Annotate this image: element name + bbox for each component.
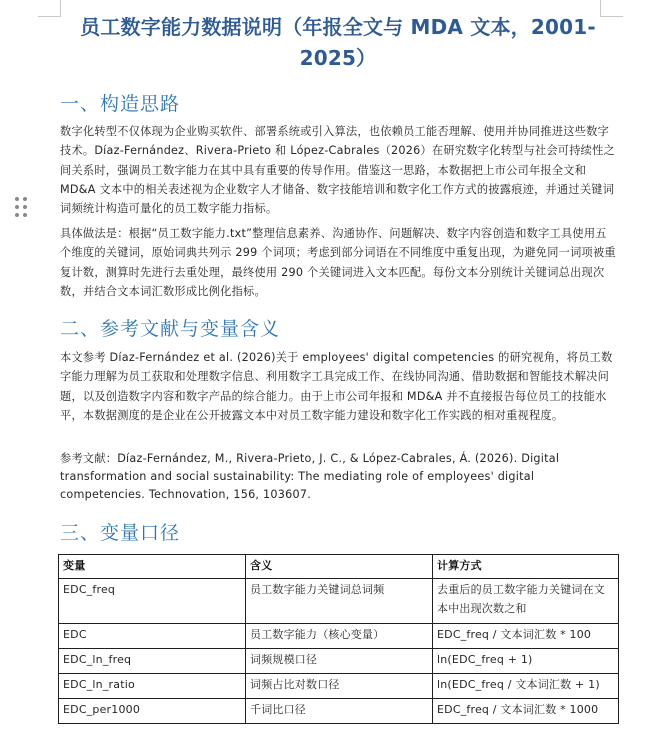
table-cell-formula: EDC_freq / 文本词汇数 * 1000 [433,699,619,724]
paragraph-method: 具体做法是：根据“员工数字能力.txt”整理信息素养、沟通协作、问题解决、数字内容创造和数字工具使用五个维度的关键词，原始词典共列示 299 个词项；考虑到部分词语在不同维度中重复出现，为避免同一词项被重复计数，测算时先进行去重处理，最终使用 290 个关键词进入文本匹配。每份文本分别统计关键词总出现次数，并结合文本词汇数形成比例化指标。 [60,227,616,298]
variable-table [58,554,619,724]
table-cell-meaning: 词频规模口径 [246,649,433,674]
table-row [59,649,619,674]
table-row [59,674,619,699]
table-row [59,699,619,724]
document-title: 员工数字能力数据说明（年报全文与 MDA 文本，2001-2025） [80,15,596,70]
section-heading-variables: 三、变量口径 [60,522,181,544]
table-header-row [59,555,619,579]
table-cell-variable: EDC_ln_ratio [59,674,246,699]
table-cell-meaning: 千词比口径 [246,699,433,724]
table-cell-meaning: 员工数字能力（核心变量） [246,624,433,649]
paragraph-construction-idea: 数字化转型不仅体现为企业购买软件、部署系统或引入算法，也依赖员工能否理解、使用并协同推进这些数字技术。Díaz-Fernández、Rivera-Prieto 和 López-Cabrales（2026）在研究数字化转型与社会可持续性之间关系时，强调员工数字能力在其中具有重要的传导作用。借鉴这一思路，本数据把上市公司年报全文和 MD&A 文本中的相关表述视为企业数字人才储备、数字技能培训和数字化工作方式的披露痕迹，并通过关键词词频统计构造可量化的员工数字能力指标。 [60,125,615,216]
table-cell-variable: EDC_ln_freq [59,649,246,674]
table-header-variable: 变量 [59,555,246,579]
table-cell-formula: EDC_freq / 文本词汇数 * 100 [433,624,619,649]
table-cell-formula: 去重后的员工数字能力关键词在文本中出现次数之和 [433,579,619,624]
table-cell-meaning: 员工数字能力关键词总词频 [246,579,433,624]
table-cell-variable: EDC_per1000 [59,699,246,724]
section-heading-references: 二、参考文献与变量含义 [60,318,281,340]
table-cell-variable: EDC [59,624,246,649]
drag-handle-icon[interactable] [14,196,30,218]
table-row [59,579,619,624]
paragraph-reference: 参考文献：Díaz-Fernández, M., Rivera-Prieto, J. C., & López-Cabrales, Á. (2026). Digital transformation and social sustainability: The mediating role of employees' digital competencies. Technovation, 156, 103607. [60,452,560,501]
table-cell-meaning: 词频占比对数口径 [246,674,433,699]
table-cell-formula: ln(EDC_freq / 文本词汇数 + 1) [433,674,619,699]
paragraph-variable-meaning: 本文参考 Díaz-Fernández et al. (2026)关于 employees' digital competencies 的研究视角，将员工数字能力理解为员工获取和处理数字信息、利用数字工具完成工作、在线协同沟通、借助数据和智能技术解决问题，以及创造数字内容和数字产品的综合能力。由于上市公司年报和 MD&A 并不直接报告每位员工的技能水平，本数据测度的是企业在公开披露文本中对员工数字能力建设和数字化工作实践的相对重视程度。 [60,351,613,422]
table-header-formula: 计算方式 [433,555,619,579]
table-header-meaning: 含义 [246,555,433,579]
table-cell-formula: ln(EDC_freq + 1) [433,649,619,674]
document-body [58,0,618,716]
section-heading-construction: 一、构造思路 [60,93,181,115]
table-row [59,624,619,649]
table-cell-variable: EDC_freq [59,579,246,624]
